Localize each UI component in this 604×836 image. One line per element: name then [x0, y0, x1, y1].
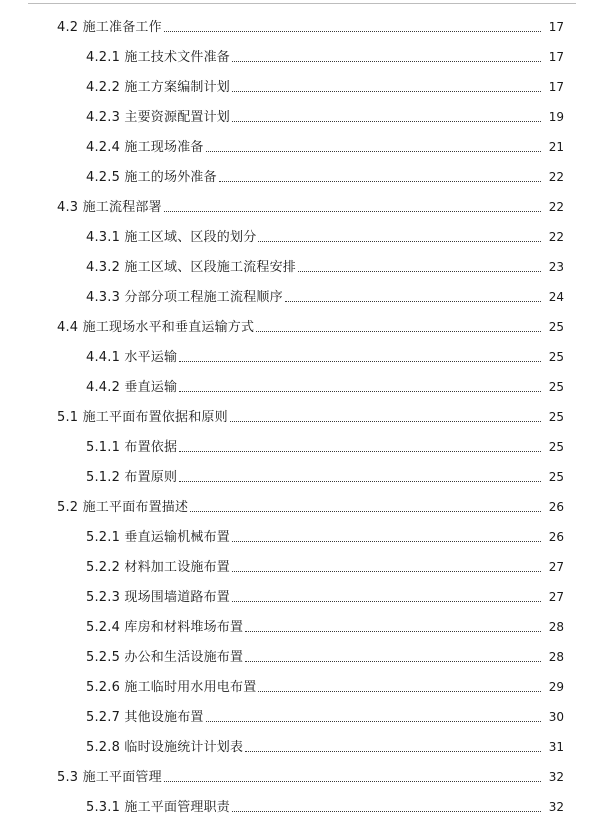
toc-entry[interactable] [0, 10, 604, 40]
toc-dot-leader [179, 391, 541, 392]
toc-dot-leader [256, 331, 541, 332]
toc-dot-leader [206, 151, 541, 152]
toc-entry-title: 4.3.1 施工区域、区段的划分 [86, 230, 257, 245]
toc-entry-page-number: 29 [548, 680, 564, 694]
toc-entry-page-number: 25 [548, 410, 564, 424]
toc-entry-title: 4.2.2 施工方案编制计划 [86, 80, 231, 95]
toc-entry[interactable] [0, 580, 604, 610]
toc-entry-page-number: 17 [548, 20, 564, 34]
toc-dot-leader [232, 541, 541, 542]
toc-entry[interactable] [0, 640, 604, 670]
toc-entry-page-number: 22 [548, 200, 564, 214]
toc-entry-page-number: 17 [548, 50, 564, 64]
toc-entry-page-number: 32 [548, 770, 564, 784]
page-top-edge [28, 0, 576, 4]
toc-entry[interactable] [0, 760, 604, 790]
toc-entry-title: 5.2.2 材料加工设施布置 [86, 560, 231, 575]
toc-dot-leader [164, 211, 541, 212]
toc-entry-page-number: 22 [548, 230, 564, 244]
toc-entry-title: 4.4.1 水平运输 [86, 350, 178, 365]
toc-entry-page-number: 24 [548, 290, 564, 304]
toc-entry-page-number: 22 [548, 170, 564, 184]
toc-dot-leader [258, 241, 541, 242]
toc-dot-leader [164, 781, 541, 782]
toc-dot-leader [232, 121, 541, 122]
toc-entry-page-number: 21 [548, 140, 564, 154]
toc-entry-title: 5.1 施工平面布置依据和原则 [57, 410, 228, 425]
toc-entry-page-number: 31 [548, 740, 564, 754]
table-of-contents [0, 10, 604, 820]
toc-entry[interactable] [0, 160, 604, 190]
toc-entry[interactable] [0, 340, 604, 370]
toc-dot-leader [258, 691, 541, 692]
toc-entry-page-number: 25 [548, 320, 564, 334]
toc-entry-title: 5.3 施工平面管理 [57, 770, 162, 785]
toc-dot-leader [232, 601, 541, 602]
toc-entry[interactable] [0, 400, 604, 430]
toc-dot-leader [179, 361, 541, 362]
toc-entry[interactable] [0, 100, 604, 130]
toc-dot-leader [179, 451, 541, 452]
toc-entry[interactable] [0, 730, 604, 760]
toc-entry-page-number: 30 [548, 710, 564, 724]
toc-entry[interactable] [0, 370, 604, 400]
toc-dot-leader [164, 31, 541, 32]
toc-dot-leader [206, 721, 541, 722]
toc-entry-title: 4.4.2 垂直运输 [86, 380, 178, 395]
toc-dot-leader [219, 181, 541, 182]
toc-entry-page-number: 28 [548, 620, 564, 634]
toc-entry-page-number: 32 [548, 800, 564, 814]
toc-entry[interactable] [0, 610, 604, 640]
toc-entry[interactable] [0, 430, 604, 460]
toc-dot-leader [190, 511, 541, 512]
toc-entry-page-number: 27 [548, 590, 564, 604]
toc-entry-page-number: 25 [548, 350, 564, 364]
toc-entry-title: 5.2.6 施工临时用水用电布置 [86, 680, 257, 695]
toc-entry-title: 4.2.3 主要资源配置计划 [86, 110, 231, 125]
toc-dot-leader [245, 751, 541, 752]
toc-entry[interactable] [0, 70, 604, 100]
toc-entry-title: 5.2.7 其他设施布置 [86, 710, 204, 725]
toc-entry-title: 4.2 施工准备工作 [57, 20, 162, 35]
toc-entry-title: 5.1.1 布置依据 [86, 440, 178, 455]
toc-entry-page-number: 17 [548, 80, 564, 94]
toc-entry-title: 5.1.2 布置原则 [86, 470, 178, 485]
toc-entry-title: 5.2.8 临时设施统计计划表 [86, 740, 244, 755]
toc-entry-page-number: 25 [548, 440, 564, 454]
toc-entry[interactable] [0, 460, 604, 490]
toc-entry[interactable] [0, 310, 604, 340]
toc-entry[interactable] [0, 250, 604, 280]
toc-entry[interactable] [0, 490, 604, 520]
toc-entry[interactable] [0, 520, 604, 550]
toc-entry-page-number: 19 [548, 110, 564, 124]
toc-entry[interactable] [0, 280, 604, 310]
toc-entry-page-number: 25 [548, 380, 564, 394]
toc-entry-title: 5.2.4 库房和材料堆场布置 [86, 620, 244, 635]
toc-dot-leader [245, 631, 541, 632]
toc-dot-leader [298, 271, 541, 272]
toc-entry[interactable] [0, 40, 604, 70]
toc-entry-title: 5.2 施工平面布置描述 [57, 500, 189, 515]
toc-entry-title: 4.4 施工现场水平和垂直运输方式 [57, 320, 255, 335]
toc-dot-leader [285, 301, 541, 302]
toc-dot-leader [232, 61, 541, 62]
toc-entry[interactable] [0, 670, 604, 700]
toc-entry-page-number: 27 [548, 560, 564, 574]
toc-dot-leader [232, 91, 541, 92]
toc-dot-leader [245, 661, 541, 662]
toc-entry-title: 4.3 施工流程部署 [57, 200, 162, 215]
toc-entry-title: 4.3.2 施工区域、区段施工流程安排 [86, 260, 297, 275]
toc-dot-leader [179, 481, 541, 482]
toc-entry[interactable] [0, 700, 604, 730]
toc-entry-page-number: 25 [548, 470, 564, 484]
toc-entry[interactable] [0, 190, 604, 220]
toc-entry-title: 4.2.5 施工的场外准备 [86, 170, 217, 185]
toc-entry[interactable] [0, 790, 604, 820]
toc-entry[interactable] [0, 550, 604, 580]
toc-entry-title: 5.2.3 现场围墙道路布置 [86, 590, 231, 605]
toc-entry-title: 4.2.1 施工技术文件准备 [86, 50, 231, 65]
toc-entry-title: 4.2.4 施工现场准备 [86, 140, 204, 155]
toc-entry-page-number: 26 [548, 530, 564, 544]
toc-entry-title: 5.3.1 施工平面管理职责 [86, 800, 231, 815]
toc-entry-title: 5.2.1 垂直运输机械布置 [86, 530, 231, 545]
toc-entry-title: 5.2.5 办公和生活设施布置 [86, 650, 244, 665]
toc-entry[interactable] [0, 130, 604, 160]
toc-entry-page-number: 28 [548, 650, 564, 664]
toc-entry-title: 4.3.3 分部分项工程施工流程顺序 [86, 290, 283, 305]
toc-entry[interactable] [0, 220, 604, 250]
toc-dot-leader [232, 571, 541, 572]
toc-entry-page-number: 26 [548, 500, 564, 514]
toc-entry-page-number: 23 [548, 260, 564, 274]
toc-dot-leader [232, 811, 541, 812]
toc-dot-leader [230, 421, 541, 422]
